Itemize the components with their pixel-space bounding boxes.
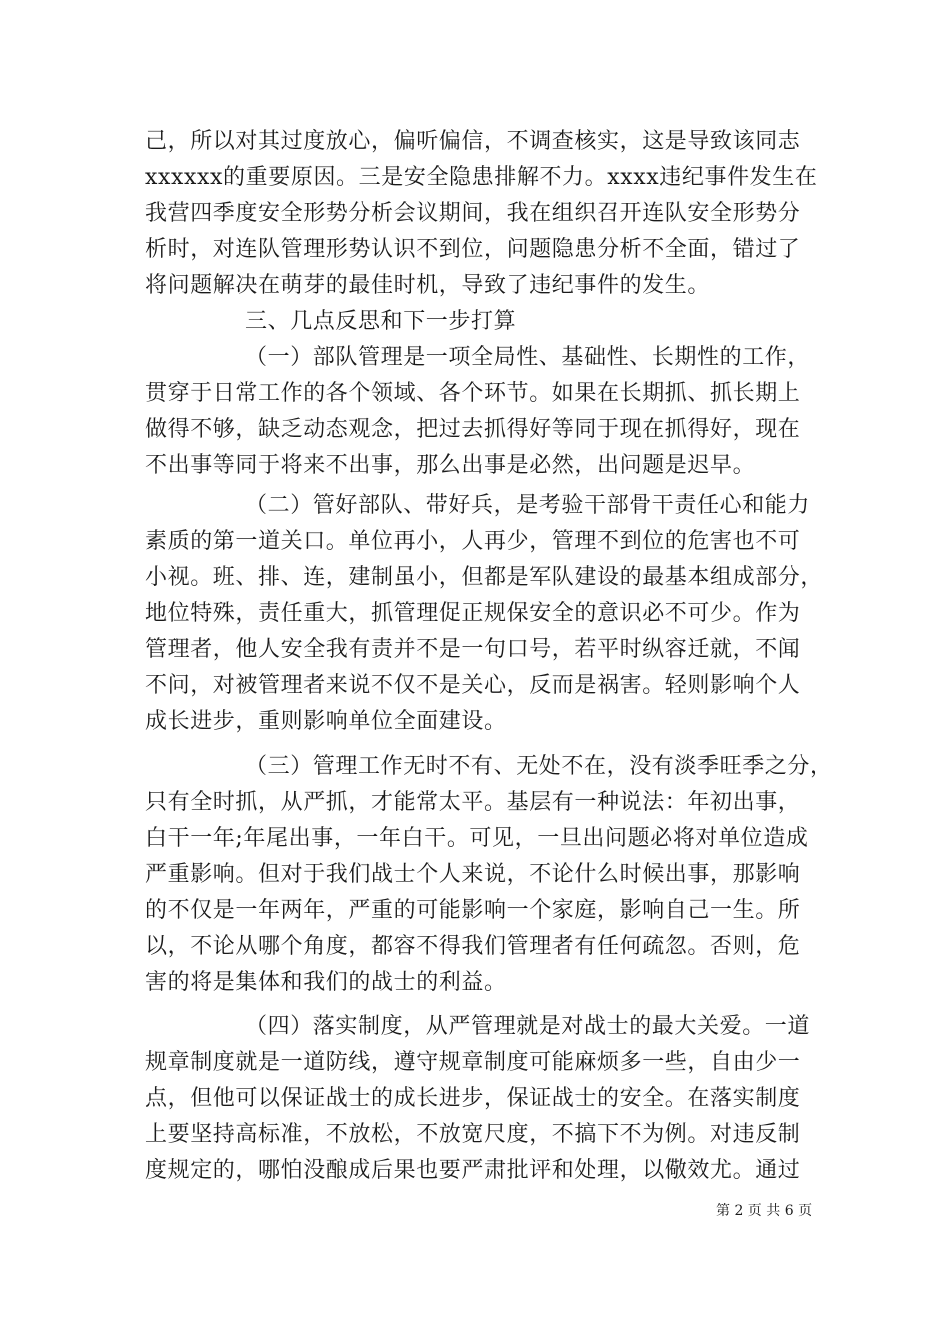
- text-line: 规章制度就是一道防线，遵守规章制度可能麻烦多一些，自由少一: [145, 1050, 801, 1075]
- text-line: 我营四季度安全形势分析会议期间，我在组织召开连队安全形势分: [145, 201, 801, 226]
- text-line: 贯穿于日常工作的各个领域、各个环节。如果在长期抓、抓长期上: [145, 381, 801, 406]
- text-line: 己，所以对其过度放心，偏听偏信，不调查核实，这是导致该同志: [145, 129, 801, 154]
- text-line: 素质的第一道关口。单位再小，人再少，管理不到位的危害也不可: [145, 529, 801, 554]
- section-heading: 三、几点反思和下一步打算: [245, 309, 517, 334]
- text-line: 小视。班、排、连，建制虽小，但都是军队建设的最基本组成部分，: [145, 565, 824, 590]
- text-line: 点，但他可以保证战士的成长进步，保证战士的安全。在落实制度: [145, 1086, 801, 1111]
- text-line: 地位特殊，责任重大，抓管理促正规保安全的意识必不可少。作为: [145, 601, 801, 626]
- text-line: 将问题解决在萌芽的最佳时机，导致了违纪事件的发生。: [145, 273, 711, 298]
- text-line: 上要坚持高标准，不放松，不放宽尺度，不搞下不为例。对违反制: [145, 1122, 801, 1147]
- paragraph-start-line: （二）管好部队、带好兵，是考验干部骨干责任心和能力: [245, 493, 811, 518]
- text-line: 害的将是集体和我们的战士的利益。: [145, 970, 507, 995]
- paragraph-start-line: （四）落实制度，从严管理就是对战士的最大关爱。一道: [245, 1014, 811, 1039]
- text-line: 只有全时抓，从严抓，才能常太平。基层有一种说法：年初出事，: [145, 790, 801, 815]
- text-line: 以，不论从哪个角度，都容不得我们管理者有任何疏忽。否则，危: [145, 934, 801, 959]
- text-line: 成长进步，重则影响单位全面建设。: [145, 709, 507, 734]
- paragraph-start-line: （一）部队管理是一项全局性、基础性、长期性的工作，: [245, 345, 811, 370]
- text-line: 严重影响。但对于我们战士个人来说，不论什么时候出事，那影响: [145, 862, 801, 887]
- text-line: 不出事等同于将来不出事，那么出事是必然，出问题是迟早。: [145, 453, 756, 478]
- paragraph-start-line: （三）管理工作无时不有、无处不在，没有淡季旺季之分，: [245, 754, 833, 779]
- text-line: 析时，对连队管理形势认识不到位，问题隐患分析不全面，错过了: [145, 237, 801, 262]
- text-line: 的不仅是一年两年，严重的可能影响一个家庭，影响自己一生。所: [145, 898, 801, 923]
- text-line: 管理者，他人安全我有责并不是一句口号，若平时纵容迁就，不闻: [145, 637, 801, 662]
- text-line: 不问，对被管理者来说不仅不是关心，反而是祸害。轻则影响个人: [145, 673, 801, 698]
- text-line: 白干一年;年尾出事，一年白干。可见，一旦出问题必将对单位造成: [145, 826, 809, 851]
- text-line: 做得不够，缺乏动态观念，把过去抓得好等同于现在抓得好，现在: [145, 417, 801, 442]
- text-line: xxxxxx的重要原因。三是安全隐患排解不力。xxxx违纪事件发生在: [145, 165, 818, 190]
- text-line: 度规定的，哪怕没酿成后果也要严肃批评和处理，以儆效尤。通过: [145, 1158, 801, 1183]
- page-number: 第 2 页 共 6 页: [716, 1203, 813, 1219]
